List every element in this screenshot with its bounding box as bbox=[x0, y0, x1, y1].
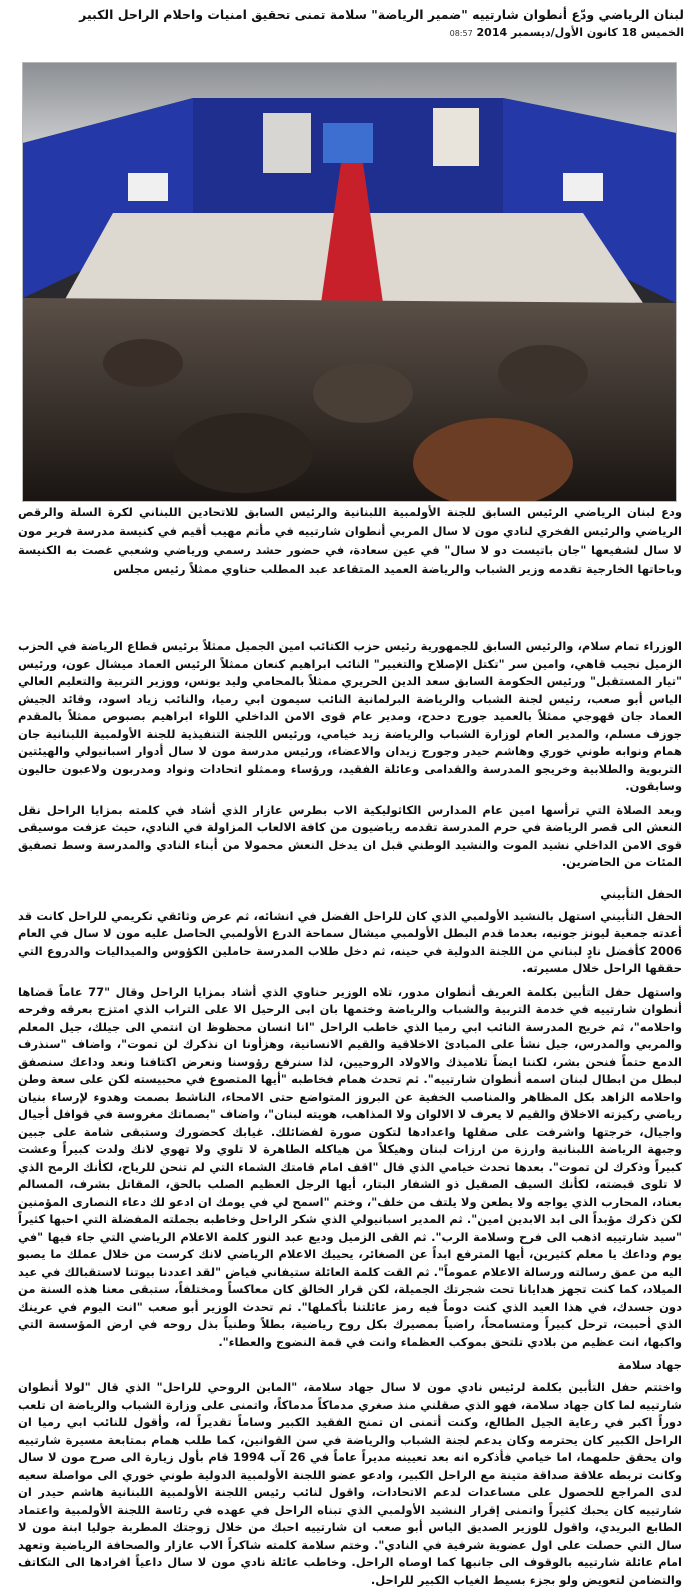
article-time: 08:57 bbox=[449, 29, 473, 38]
hall-photo-illustration bbox=[23, 63, 676, 501]
article-photo bbox=[22, 62, 677, 502]
article-date-text: الخميس 18 كانون الأول/ديسمبر 2014 bbox=[476, 26, 684, 39]
article-date bbox=[10, 25, 684, 41]
article-body bbox=[18, 638, 682, 1595]
body-paragraph: الوزراء تمام سلام، والرئيس السابق للجمهورية رئيس حزب الكتائب امين الجميل ممثلاً برئيس قطاع الرياضة في الحزب الزميل نجيب قاهي، وامين سر "تكتل الإصلاح والتغيير" النائب ابراهيم كنعان ممثلاً الرئيس العماد ميشال عون، ورئيس "تيار المستقبل" ورئيس الحكومة السابق سعد الدين الحريري ممثلاً بالمحامي وليد يونس، ووزير التربية والتعليم العالي الياس أبو صعب، رئيس لجنة الشباب والرياضة البرلمانية النائب سيمون ابي رميا، والنائب زياد اسود، وقائد الجيش العماد جان قهوجي ممثلاً بالعميد جورج دحدح، ومدير عام قوى الامن الداخلي اللواء ابراهيم بصبوص ممثلاً بالمقدم جوزف مسلم، والمدير العام لوزارة الشباب والرياضة زيد خيامي، ورئيس اللجنة التنفيذية للجنة الأولمبية اللبنانية جان همام ونوابه طوني خوري وهاشم حيدر وجورج زيدان والاعضاء، ورئيس مدرسة مون لا سال أدوار اسبانيولي والهيئتين التربوية والطلابية وخريجو المدرسة والقدامى وعائلة الفقيد، ورؤساء وممثلو اتحادات ونواد ومدربون ولاعبون حاليون وسابقون. bbox=[18, 639, 682, 793]
body-paragraph: الحفل التأبيني استهل بالنشيد الأولمبي الذي كان للراحل الفضل في انشائه، ثم عرض وثائقي تكريمي للراحل كانت قد أعدته جمعية ليونز جونيه، بعدما قدم البطل الأولمبي ميشال سماحة الدرع الأولمبي الحاصل عليه مون لا سال في العام 2006 كأفضل نادٍ لبناني من اللجنة الدولية في حينه، ثم دخل طلاب المدرسة حاملين الكؤوس والميداليات والدروع التي حققها الراحل خلال مسيرته. bbox=[18, 908, 682, 975]
body-paragraph: واختتم حفل التأبين بكلمة لرئيس نادي مون لا سال جهاد سلامة، "المابن الروحي للراحل" الذي قال "لولا أنطوان شارتييه لما كان جهاد سلامة، فهو الذي صقلني منذ صغري مدماكاً مدماكاً، واتمنى على وزارة الشباب والرياضة ان تلعب دوراً اكبر في رعاية الجيل الطالع، وكنت أتمنى ان تمنح الفقيد الكبير وساماً تقديراً له، وأقول للنائب ابي رميا ان الراحل الكبير كان يحترمه وكان يدعم لجنة الشباب والرياضة في سن القوانين، كما طلب همام بمتابعة مسيرة شارتييه وان يحقق حلمهما، اما خيامي فأذكره انه بعد تعيينه مديراً عاماً في 26 آب 1994 قام بأول زيارة الى صرح مون لا سال وكانت تربطه علاقة صداقة متينة مع الراحل الكبير، وادعو عضو اللجنة الأولمبية الدولية طوني خوري الى مواصلة سعيه لدى المراجع للحصول على مساعدات لدعم الاتحادات، واقول لنائب رئيس اللجنة الأولمبية اللبنانية هاشم حيدر ان شارتييه كان يحبك كثيراً واتمنى إقرار النشيد الأولمبي الذي تبناه الراحل في عهده في رئاسة اللجنة الأولمبية واعتماد الطابع البريدي، واقول للوزير الصديق الياس أبو صعب ان شارتييه احبك من خلال زوجتك المطربة جوليا ابنة مون لا سال التي حصلت على اول عضوية شرفية في النادي". وختم سلامة كلمته شاكراً الاب عازار والصحافة الرياضية وتعهد امام عائلة شارتييه بالوقوف الى جانبها كما اوصاه الراحل. وخاطب عائلة نادي مون لا سال داعياً افرادها الى التكاتف والتضامن لتعويض ولو بجزء بسيط الغياب الكبير للراحل. bbox=[18, 1380, 683, 1587]
article-headline: لبنان الرياضي ودّع أنطوان شارتييه "ضمير الرياضة" سلامة تمنى تحقيق امنيات واحلام الراحل الكبير bbox=[79, 7, 684, 22]
section-heading: جهاد سلامة bbox=[617, 1358, 682, 1372]
article-lead-paragraph: ودع لبنان الرياضي الرئيس السابق للجنة الأولمبية اللبنانية والرئيس السابق للاتحادين اللبناني لكرة السلة والرقص الرياضي والرئيس الفخري لنادي مون لا سال المربي أنطوان شارتييه في مأتم مهيب أقيم في كنيسة مدرسة فرير مون لا سال لشفيعها "جان باتيست دو لا سال" في عين سعادة، في حضور حشد رسمي ورياضي وشعبي غصت به الكنيسة وباحاتها الخارجية تقدمه وزير الشباب والرياضة العميد المتقاعد عبد المطلب حناوي ممثلاً رئيس مجلس bbox=[18, 505, 682, 576]
body-paragraph: وبعد الصلاة التي ترأسها امين عام المدارس الكاثوليكية الاب بطرس عازار الذي أشاد في كلمته بمزايا الراحل نقل النعش الى قصر الرياضة في حرم المدرسة تقدمه رياضيون من كافة الالعاب المزاولة في النادي، حيث عزفت موسيقى قوى الامن الداخلي نشيد الموت والنشيد الوطني قبل ان يدخل النعش محمولا من أبناء النادي والمدرسة وسط تصفيق المئات من الحاضرين. bbox=[18, 802, 682, 869]
article-header bbox=[10, 6, 684, 41]
section-heading: الحفل التأبيني bbox=[600, 886, 682, 901]
body-paragraph: واستهل حفل التأبين بكلمة العريف أنطوان مدور، تلاه الوزير حناوي الذي أشاد بمزايا الراحل وقال "77 عاماً قضاها أنطوان شارتييه في خدمة التربية والشباب والرياضة وختمها بان ابى الرحيل الا على التراب الذي امتزج بعرقه وفرحه واحلامه"، ثم خريج المدرسة النائب ابي رميا الذي خاطب الراحل "انا انسان محظوظ ان انتمي الى جيلك، جيل المعلم والمربي والمدرس، جيل نشأ على المبادئ الاخلاقية والقيم الانسانية، وهزأونا ان نذكرك لن تموت"، واضاف "سنذرف الدمع حتماً فنحن بشر، لكننا ايضاً تلاميذك والاولاد الروحيين، لذا سنرفع رؤوسنا ونعرض اكتافنا ونعد وداعك سنصفق لبطل من ابطال لبنان اسمه أنطوان شارتييه". ثم تحدث همام فخاطبه "أيها المتصوع في محبيسته لكن على سعة وطن واحلامه الزاهد بكل المظاهر والمناصب الخفية عن البروز المتواضع حتى الامحاء، الناشط بصمت وهدوء لإرساء بنيان رياضي ركيزته الاخلاق والقيم لا يعرف لا الالوان ولا المذاهب، هويته لبنان"، واضاف "بصماتك مغروسة في قوافل أجيال واجيال، خرجتها واشرفت على صقلها واعدادها لتكون صورة لفضائلك. غيابك كحضورك وستبقى شامة على جبين وجبهة الرياضة اللبنانية وارزة من ارزات لبنان وهيكلاً من هياكله الطاهرة لا تلوي ولا تهوي لانك ولدت كبيراً وعشت كبيراً وذكرك لن تموت". بعدها تحدث خيامي الذي قال "اقف امام قامتك الشماء التي لم تنحن للرياح، لكأنك الرمح الذي لا تلوى قبضته، لكأنك السيف الصقيل ذو الشفار البتار، أيها الرجل العظيم الصلب بالحق، المقاتل بشرف، المسالم بعناد، المحارب الذي يواجه ولا يطعن ولا يلتف من خلف"، وختم "اسمح لي في يومك ان ادعو لك دعاء النصارى المؤمنين لكن ذكرك مؤبداً الى ابد الابدين امين". ثم المدير اسبانيولي الذي شكر الراحل وخاطبه بجملته المفضلة التي احبها كثيراً "سيد شارتييه اذهب الى فرح وسلامة الرب". ثم القى الزميل وديع عبد النور كلمة الاعلام الرياضي التي جاء فيها "في يوم وداعك يا معلم كثيرين، أيها المترفع ابداً عن الصغائر، يحييك الاعلام الرياضي لانك كرست من خلال عملك ما يصبو اليه من عمق رسالته ورسالة الاعلام عموماً". ثم القت كلمة العائلة ستيفاني فياض "لقد اعددنا بيوتنا لاستقبالك في عيد الميلاد، كما كنت تجهز هدايانا تحت شجرتك الجميلة، لكن قرار الخالق كان معاكساً ومختلفاً، ستبقى معنا هذه السنة من دون جسدك، في هذا العيد الذي كنت دوماً فيه رمز عائلتنا بأكملها". ثم تحدث الوزير أبو صعب "انت اليوم في عرينك الذي أحببت، ترحل كبيراً ومتسامحاً، راضياً بمصيرك بكل روح رياضية، بطلاً وطنياً بذل روحه في ارض المؤسسة التي واكبها، انت عظيم من بلادي تلتحق بموكب العظماء وانت في قمة النضوج والعطاء". bbox=[18, 984, 682, 1349]
